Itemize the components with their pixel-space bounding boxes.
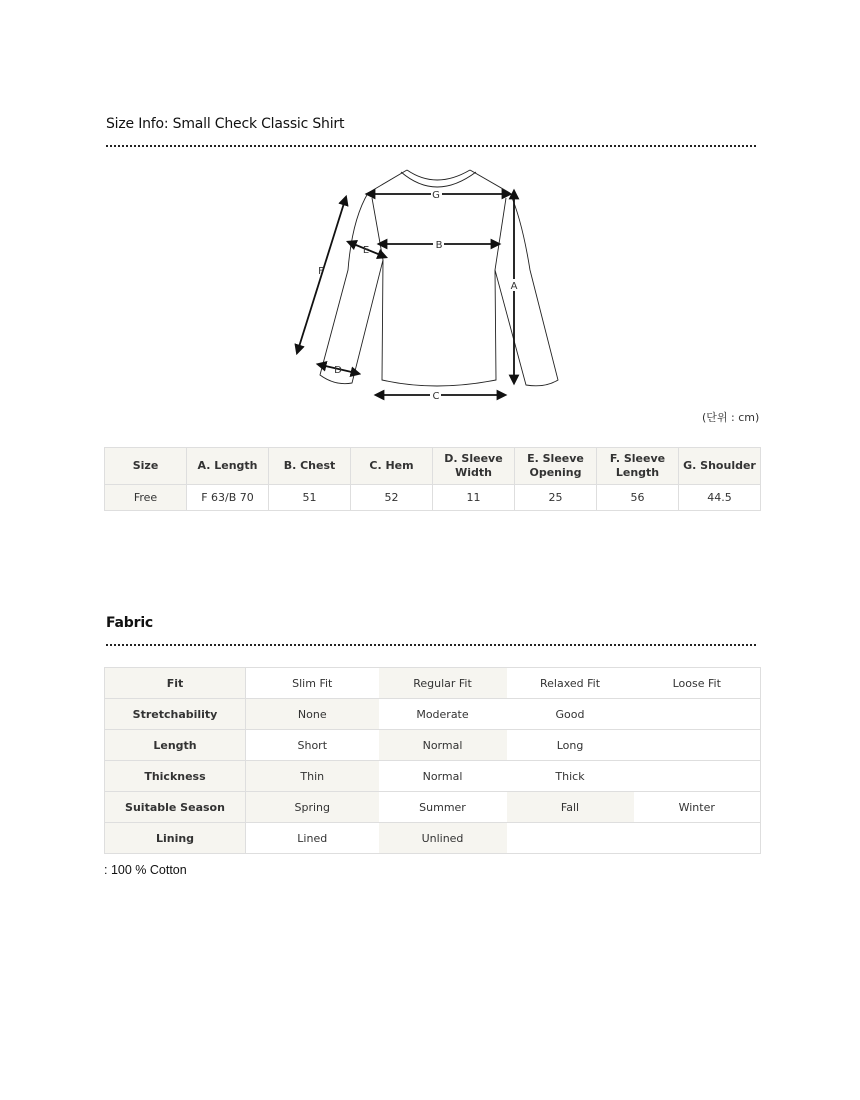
header-text: A. Length <box>197 459 258 472</box>
option-cell <box>634 823 761 854</box>
header-chest <box>269 448 351 485</box>
option-cell: Thick <box>507 761 634 792</box>
fabric-row-lining <box>105 823 761 854</box>
option-cell-selected: Unlined <box>379 823 507 854</box>
option-cell <box>634 699 761 730</box>
option-cell: Long <box>507 730 634 761</box>
header-text: B. Chest <box>283 459 336 472</box>
option-cell-selected: Fall <box>507 792 634 823</box>
label-c: C <box>432 391 440 402</box>
label-a: A <box>510 281 518 292</box>
header-text: Size <box>132 459 159 472</box>
row-label: Thickness <box>105 761 246 792</box>
dotted-divider <box>106 644 756 646</box>
label-d: D <box>334 365 342 376</box>
option-cell-selected: Regular Fit <box>379 668 507 699</box>
option-cell: Winter <box>634 792 761 823</box>
header-text: E. Sleeve <box>527 452 584 465</box>
header-text: C. Hem <box>369 459 414 472</box>
header-text: Width <box>455 466 492 479</box>
header-text: Length <box>615 466 660 479</box>
dotted-divider <box>106 145 756 147</box>
header-sleeve-width <box>433 448 515 485</box>
header-text: Opening <box>529 466 582 479</box>
option-cell: Lined <box>246 823 379 854</box>
option-cell-selected: Spring <box>246 792 379 823</box>
label-b: B <box>435 240 443 251</box>
fabric-table <box>104 667 761 854</box>
cell-sleeve-length: 56 <box>597 485 679 511</box>
header-text: F. Sleeve <box>609 452 666 465</box>
shirt-measurement-diagram <box>290 160 580 410</box>
option-cell <box>507 823 634 854</box>
header-text: G. Shoulder <box>683 459 756 472</box>
header-sleeve-opening <box>515 448 597 485</box>
header-length <box>187 448 269 485</box>
label-g: G <box>432 190 440 201</box>
header-sleeve-length <box>597 448 679 485</box>
cell-sleeve-opening: 25 <box>515 485 597 511</box>
cell-length: F 63/B 70 <box>187 485 269 511</box>
fabric-row-fit <box>105 668 761 699</box>
row-label: Suitable Season <box>105 792 246 823</box>
cell-sleeve-width: 11 <box>433 485 515 511</box>
option-cell <box>634 761 761 792</box>
row-label: Lining <box>105 823 246 854</box>
option-cell <box>634 730 761 761</box>
fabric-title: Fabric <box>106 615 154 631</box>
header-shoulder <box>679 448 761 485</box>
header-hem <box>351 448 433 485</box>
label-f: F <box>318 266 324 277</box>
material-composition: : 100 % Cotton <box>104 863 187 877</box>
option-cell: Loose Fit <box>634 668 761 699</box>
cell-hem: 52 <box>351 485 433 511</box>
option-cell: Short <box>246 730 379 761</box>
unit-note: (단위 : cm) <box>702 411 760 424</box>
option-cell: Moderate <box>379 699 507 730</box>
option-cell: Good <box>507 699 634 730</box>
header-size <box>105 448 187 485</box>
fabric-row-length <box>105 730 761 761</box>
label-e: E <box>362 245 370 256</box>
fabric-row-season <box>105 792 761 823</box>
row-label: Length <box>105 730 246 761</box>
cell-size: Free <box>105 485 187 511</box>
size-table-header <box>105 448 761 485</box>
size-table <box>104 447 761 511</box>
option-cell-selected: Normal <box>379 730 507 761</box>
option-cell: Summer <box>379 792 507 823</box>
cell-shoulder: 44.5 <box>679 485 761 511</box>
row-label: Stretchability <box>105 699 246 730</box>
option-cell: Relaxed Fit <box>507 668 634 699</box>
option-cell: Normal <box>379 761 507 792</box>
size-info-title: Size Info: Small Check Classic Shirt <box>106 116 345 132</box>
option-cell-selected: None <box>246 699 379 730</box>
option-cell: Slim Fit <box>246 668 379 699</box>
fabric-row-stretchability <box>105 699 761 730</box>
table-row <box>105 485 761 511</box>
cell-chest: 51 <box>269 485 351 511</box>
row-label: Fit <box>105 668 246 699</box>
option-cell-selected: Thin <box>246 761 379 792</box>
fabric-row-thickness <box>105 761 761 792</box>
header-text: D. Sleeve <box>444 452 503 465</box>
